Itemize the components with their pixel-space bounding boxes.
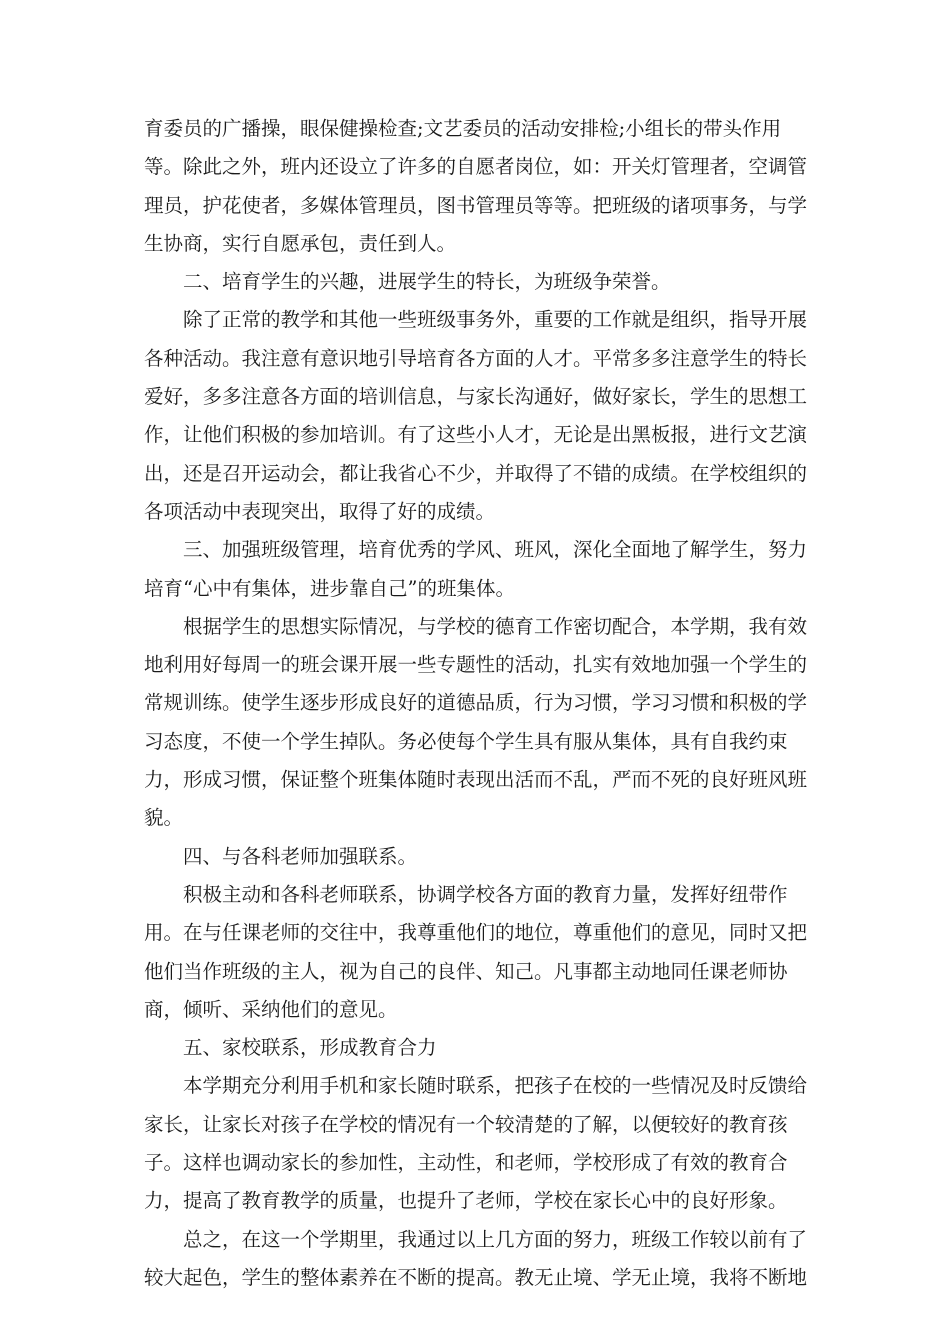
paragraph-teachers: 积极主动和各科老师联系，协调学校各方面的教育力量，发挥好纽带作用。在与任课老师的交往中，我尊重他们的地位，尊重他们的意见，同时又把他们当作班级的主人，视为自己的良伴、知己。凡事都主动地同任课老师协商，倾听、采纳他们的意见。 xyxy=(144,882,808,1021)
paragraph-class-management: 根据学生的思想实际情况，与学校的德育工作密切配合，本学期，我有效地利用好每周一的班会课开展一些专题性的活动，扎实有效地加强一个学生的常规训练。使学生逐步形成良好的道德品质，行为习惯，学习习惯和积极的学习态度，不使一个学生掉队。务必使每个学生具有服从集体，具有自我约束力，形成习惯，保证整个班集体随时表现出活而不乱，严而不死的良好班风班貌。 xyxy=(144,614,808,830)
section-heading-3: 三、加强班级管理，培育优秀的学风、班风，深化全面地了解学生，努力培育“心中有集体，进步靠自己”的班集体。 xyxy=(144,538,808,600)
section-heading-4: 四、与各科老师加强联系。 xyxy=(183,844,418,868)
paragraph-conclusion: 总之，在这一个学期里，我通过以上几方面的努力，班级工作较以前有了较大起色，学生的整体素养在不断的提高。教无止境、学无止境，我将不断地 xyxy=(144,1227,808,1289)
document-body xyxy=(144,110,809,1297)
paragraph-continuation: 育委员的广播操，眼保健操检查;文艺委员的活动安排检;小组长的带头作用等。除此之外，班内还设立了许多的自愿者岗位，如：开关灯管理者，空调管理员，护花使者，多媒体管理员，图书管理员等等。把班级的诸项事务，与学生协商，实行自愿承包，责任到人。 xyxy=(144,117,808,255)
paragraph-activities: 除了正常的教学和其他一些班级事务外，重要的工作就是组织，指导开展各种活动。我注意有意识地引导培育各方面的人才。平常多多注意学生的特长爱好，多多注意各方面的培训信息，与家长沟通好，做好家长，学生的思想工作，让他们积极的参加培训。有了这些小人才，无论是出黑板报，进行文艺演出，还是召开运动会，都让我省心不少，并取得了不错的成绩。在学校组织的各项活动中表现突出，取得了好的成绩。 xyxy=(144,308,808,523)
section-heading-2: 二、培育学生的兴趣，进展学生的特长，为班级争荣誉。 xyxy=(183,270,671,294)
paragraph-home-school: 本学期充分利用手机和家长随时联系，把孩子在校的一些情况及时反馈给家长，让家长对孩子在学校的情况有一个较清楚的了解，以便较好的教育孩子。这样也调动家长的参加性，主动性，和老师，学校形成了有效的教育合力，提高了教育教学的质量，也提升了老师，学校在家长心中的良好形象。 xyxy=(144,1074,808,1213)
section-heading-5: 五、家校联系，形成教育合力 xyxy=(183,1036,437,1060)
